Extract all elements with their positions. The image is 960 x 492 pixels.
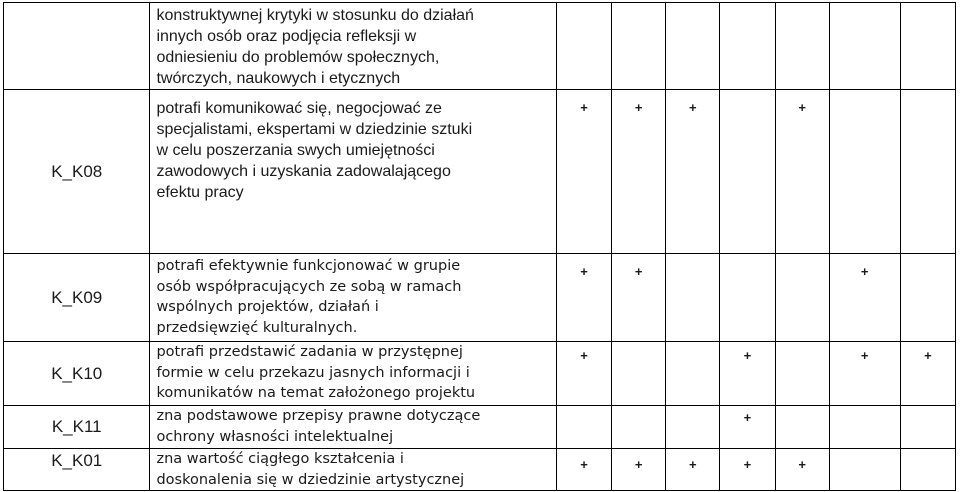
mark-cell [829, 406, 900, 449]
mark-cell: + [829, 342, 900, 406]
mark-cell [720, 3, 775, 90]
outcome-description: zna wartość ciągłego kształcenia i doskonalenia się w dziedzinie artystycznej [150, 449, 556, 491]
mark-cell: + [666, 90, 720, 254]
mark-cell: + [720, 406, 775, 449]
outcome-code [4, 3, 150, 90]
table-row [4, 254, 956, 342]
mark-cell [556, 406, 611, 449]
mark-cell: + [556, 342, 611, 406]
mark-cell [829, 90, 900, 254]
outcome-code: K_K09 [4, 254, 150, 342]
mark-cell [900, 90, 955, 254]
mark-cell [829, 449, 900, 491]
table-row [4, 90, 956, 254]
mark-cell: + [900, 342, 955, 406]
mark-cell [775, 3, 829, 90]
mark-cell: + [556, 254, 611, 342]
mark-cell: + [720, 449, 775, 491]
mark-cell [900, 449, 955, 491]
mark-cell: + [775, 90, 829, 254]
mark-cell [612, 406, 666, 449]
mark-cell [775, 254, 829, 342]
mark-cell [720, 90, 775, 254]
outcome-description: konstruktywnej krytyki w stosunku do działań innych osób oraz podjęcia refleksji w odniesieniu do problemów społecznych, twórczych, naukowych i etycznych [150, 3, 556, 90]
mark-cell [900, 254, 955, 342]
mark-cell [775, 406, 829, 449]
mark-cell: + [666, 449, 720, 491]
outcome-code: K_K11 [4, 406, 150, 449]
table-row [4, 3, 956, 90]
mark-cell [556, 3, 611, 90]
mark-cell: + [612, 254, 666, 342]
mark-cell: + [556, 449, 611, 491]
outcome-description: potrafi komunikować się, negocjować ze specjalistami, ekspertami w dziedzinie sztuki w celu poszerzania swych umiejętności zawodowych i uzyskania zadowalającego efektu pracy [150, 90, 556, 254]
outcome-code: K_K01 [4, 449, 150, 491]
learning-outcomes-table [3, 2, 956, 491]
mark-cell [666, 3, 720, 90]
mark-cell: + [612, 90, 666, 254]
table-row [4, 406, 956, 449]
mark-cell: + [720, 342, 775, 406]
mark-cell [900, 406, 955, 449]
mark-cell [666, 342, 720, 406]
mark-cell: + [829, 254, 900, 342]
mark-cell: + [612, 449, 666, 491]
mark-cell [900, 3, 955, 90]
mark-cell [829, 3, 900, 90]
mark-cell [612, 3, 666, 90]
mark-cell [775, 342, 829, 406]
mark-cell [666, 406, 720, 449]
outcome-description: zna podstawowe przepisy prawne dotyczące ochrony własności intelektualnej [150, 406, 556, 449]
mark-cell [720, 254, 775, 342]
mark-cell: + [775, 449, 829, 491]
outcome-code: K_K10 [4, 342, 150, 406]
mark-cell: + [556, 90, 611, 254]
mark-cell [612, 342, 666, 406]
mark-cell [666, 254, 720, 342]
outcome-description: potrafi przedstawić zadania w przystępnej formie w celu przekazu jasnych informacji i komunikatów na temat założonego projektu [150, 342, 556, 406]
table-row [4, 342, 956, 406]
table-row [4, 449, 956, 491]
outcome-code: K_K08 [4, 90, 150, 254]
outcome-description: potrafi efektywnie funkcjonować w grupie osób współpracujących ze sobą w ramach wspólnych projektów, działań i przedsięwzięć kulturalnych. [150, 254, 556, 342]
